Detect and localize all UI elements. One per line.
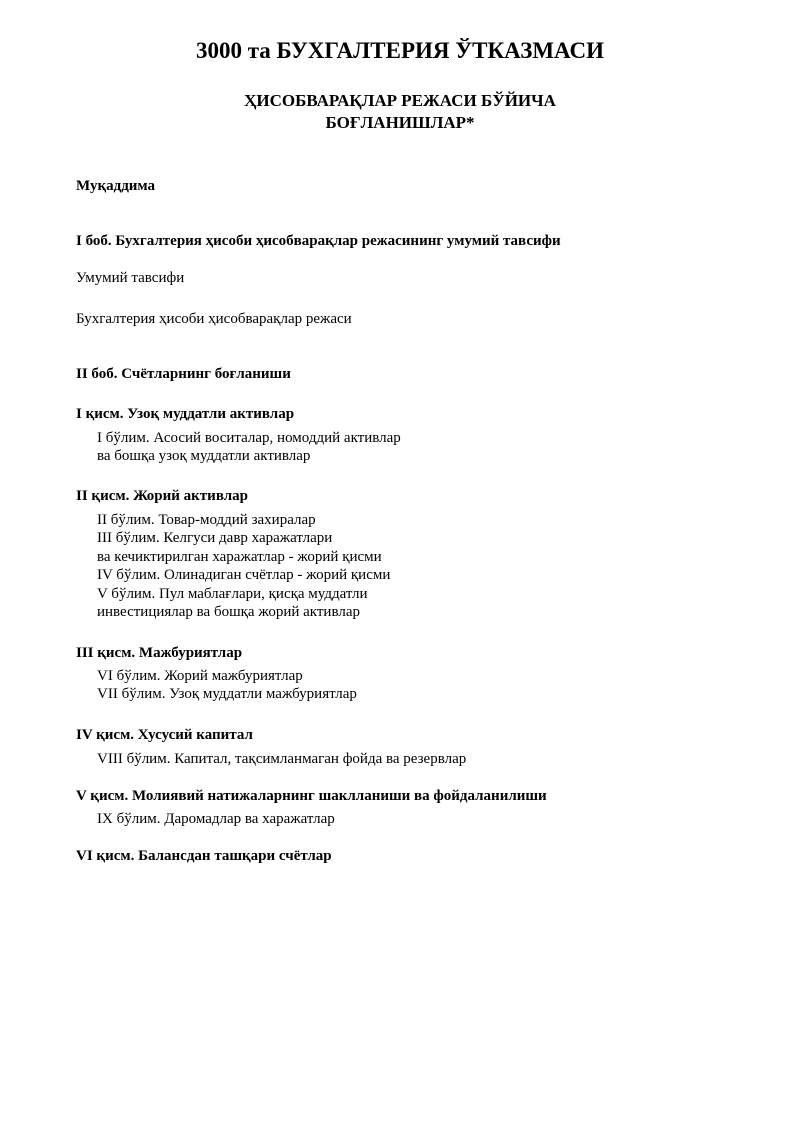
intro-heading: Муқаддима <box>76 178 156 194</box>
part-heading: I қисм. Узоқ муддатли активлар <box>76 406 295 422</box>
chapter-2-heading: II боб. Счётларнинг боғланиши <box>76 366 291 382</box>
section-line: инвестициялар ва бошқа жорий активлар <box>97 604 360 620</box>
document-subtitle <box>0 90 800 134</box>
section-line: II бўлим. Товар-моддий захиралар <box>97 512 316 528</box>
part-heading: III қисм. Мажбуриятлар <box>76 645 243 661</box>
chapter-1-item: Умумий тавсифи <box>76 270 185 286</box>
subtitle-line-1: ҲИСОБВАРАҚЛАР РЕЖАСИ БЎЙИЧА <box>244 91 556 110</box>
section-line: III бўлим. Келгуси давр харажатлари <box>97 530 333 546</box>
subtitle-line-2: БОҒЛАНИШЛАР* <box>325 113 475 132</box>
part-heading: II қисм. Жорий активлар <box>76 488 248 504</box>
document-title: 3000 та БУХГАЛТЕРИЯ ЎТКАЗМАСИ <box>195 38 605 63</box>
part-heading: IV қисм. Хусусий капитал <box>76 727 253 743</box>
section-line: IV бўлим. Олинадиган счётлар - жорий қисми <box>97 567 391 583</box>
chapter-1-heading: I боб. Бухгалтерия ҳисоби ҳисобварақлар режасининг умумий тавсифи <box>76 233 561 249</box>
chapter-1-item: Бухгалтерия ҳисоби ҳисобварақлар режаси <box>76 311 352 327</box>
section-line: ва бошқа узоқ муддатли активлар <box>97 448 311 464</box>
section-line: VII бўлим. Узоқ муддатли мажбуриятлар <box>97 686 357 702</box>
section-line: V бўлим. Пул маблағлари, қисқа муддатли <box>97 586 368 602</box>
section-line: IX бўлим. Даромадлар ва харажатлар <box>97 811 335 827</box>
section-line: VIII бўлим. Капитал, тақсимланмаган фойда ва резервлар <box>97 751 467 767</box>
section-line: ва кечиктирилган харажатлар - жорий қисми <box>97 549 382 565</box>
section-line: I бўлим. Асосий воситалар, номоддий активлар <box>97 430 401 446</box>
section-line: VI бўлим. Жорий мажбуриятлар <box>97 668 303 684</box>
part-heading: V қисм. Молиявий натижаларнинг шаклланиши ва фойдаланилиши <box>76 788 547 804</box>
part-heading: VI қисм. Балансдан ташқари счётлар <box>76 848 332 864</box>
